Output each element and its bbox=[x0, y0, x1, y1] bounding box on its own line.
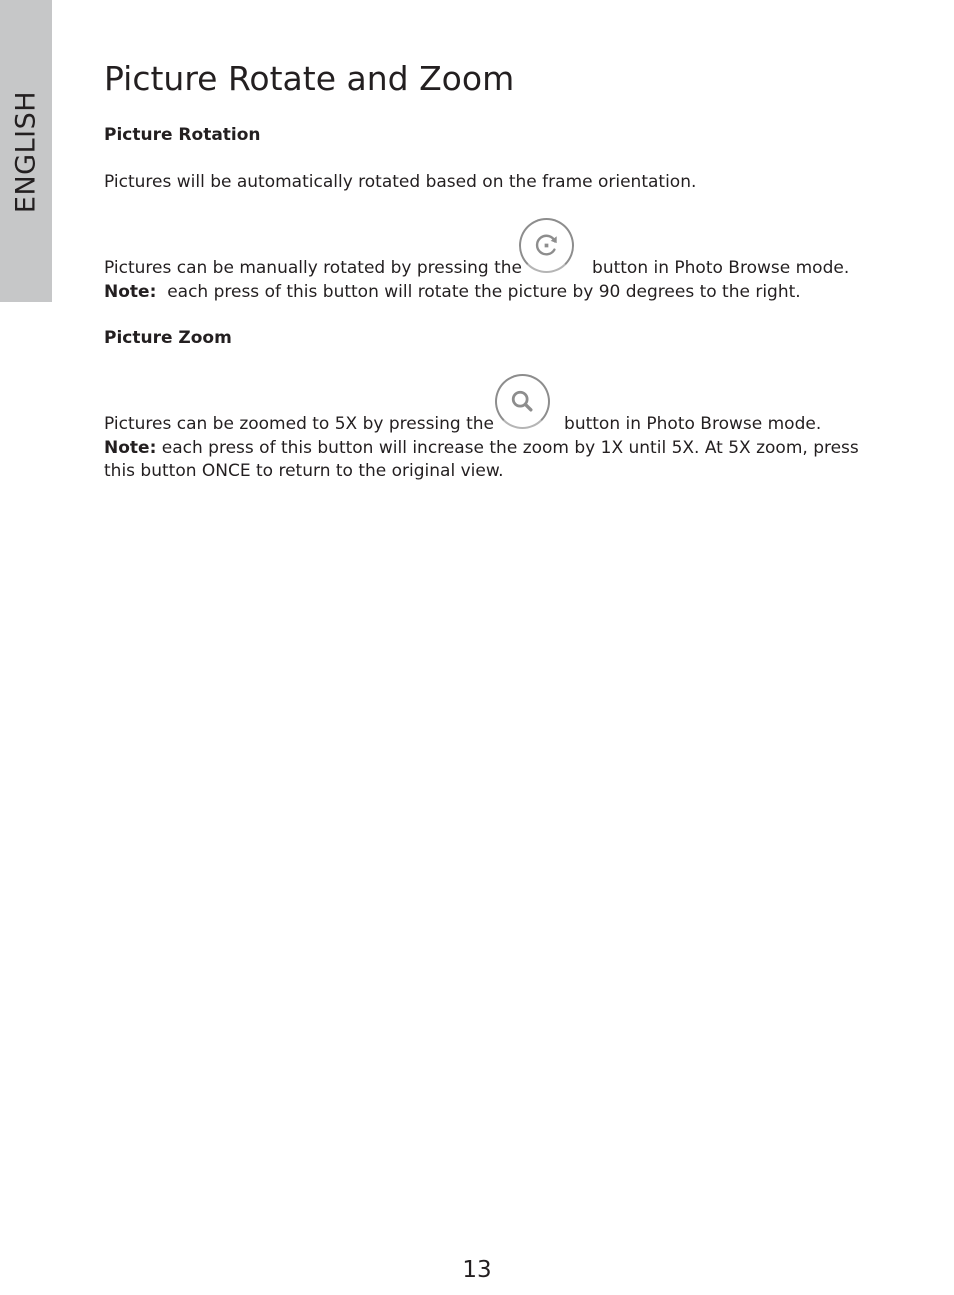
rotation-manual-text bbox=[104, 257, 849, 280]
rotation-manual-before: Pictures can be manually rotated by pressing the bbox=[104, 258, 523, 278]
rotation-manual-after: button in Photo Browse mode. bbox=[592, 258, 850, 278]
rotation-heading: Picture Rotation bbox=[104, 125, 261, 145]
language-tab-label: ENGLISH bbox=[10, 90, 42, 214]
zoom-note-line-1 bbox=[104, 437, 859, 460]
zoom-text-before: Pictures can be zoomed to 5X by pressing the bbox=[104, 414, 495, 434]
rotate-icon bbox=[521, 220, 572, 271]
zoom-heading: Picture Zoom bbox=[104, 328, 232, 348]
rotate-button bbox=[519, 218, 574, 273]
zoom-text bbox=[104, 413, 821, 436]
rotation-note-text: each press of this button will rotate the picture by 90 degrees to the right. bbox=[167, 282, 801, 302]
zoom-note-label: Note: bbox=[104, 438, 157, 458]
zoom-button bbox=[495, 374, 550, 429]
zoom-note-line-2: this button ONCE to return to the original view. bbox=[104, 461, 504, 481]
zoom-note-text-1: each press of this button will increase the zoom by 1X until 5X. At 5X zoom, press bbox=[161, 438, 859, 458]
zoom-icon bbox=[497, 376, 548, 427]
language-side-tab bbox=[0, 0, 52, 302]
rotation-note-label: Note: bbox=[104, 282, 157, 302]
rotation-auto-text: Pictures will be automatically rotated based on the frame orientation. bbox=[104, 172, 697, 192]
page-title: Picture Rotate and Zoom bbox=[104, 59, 515, 98]
zoom-text-after: button in Photo Browse mode. bbox=[564, 414, 822, 434]
page-number: 13 bbox=[462, 1257, 492, 1283]
rotation-note bbox=[104, 281, 801, 304]
